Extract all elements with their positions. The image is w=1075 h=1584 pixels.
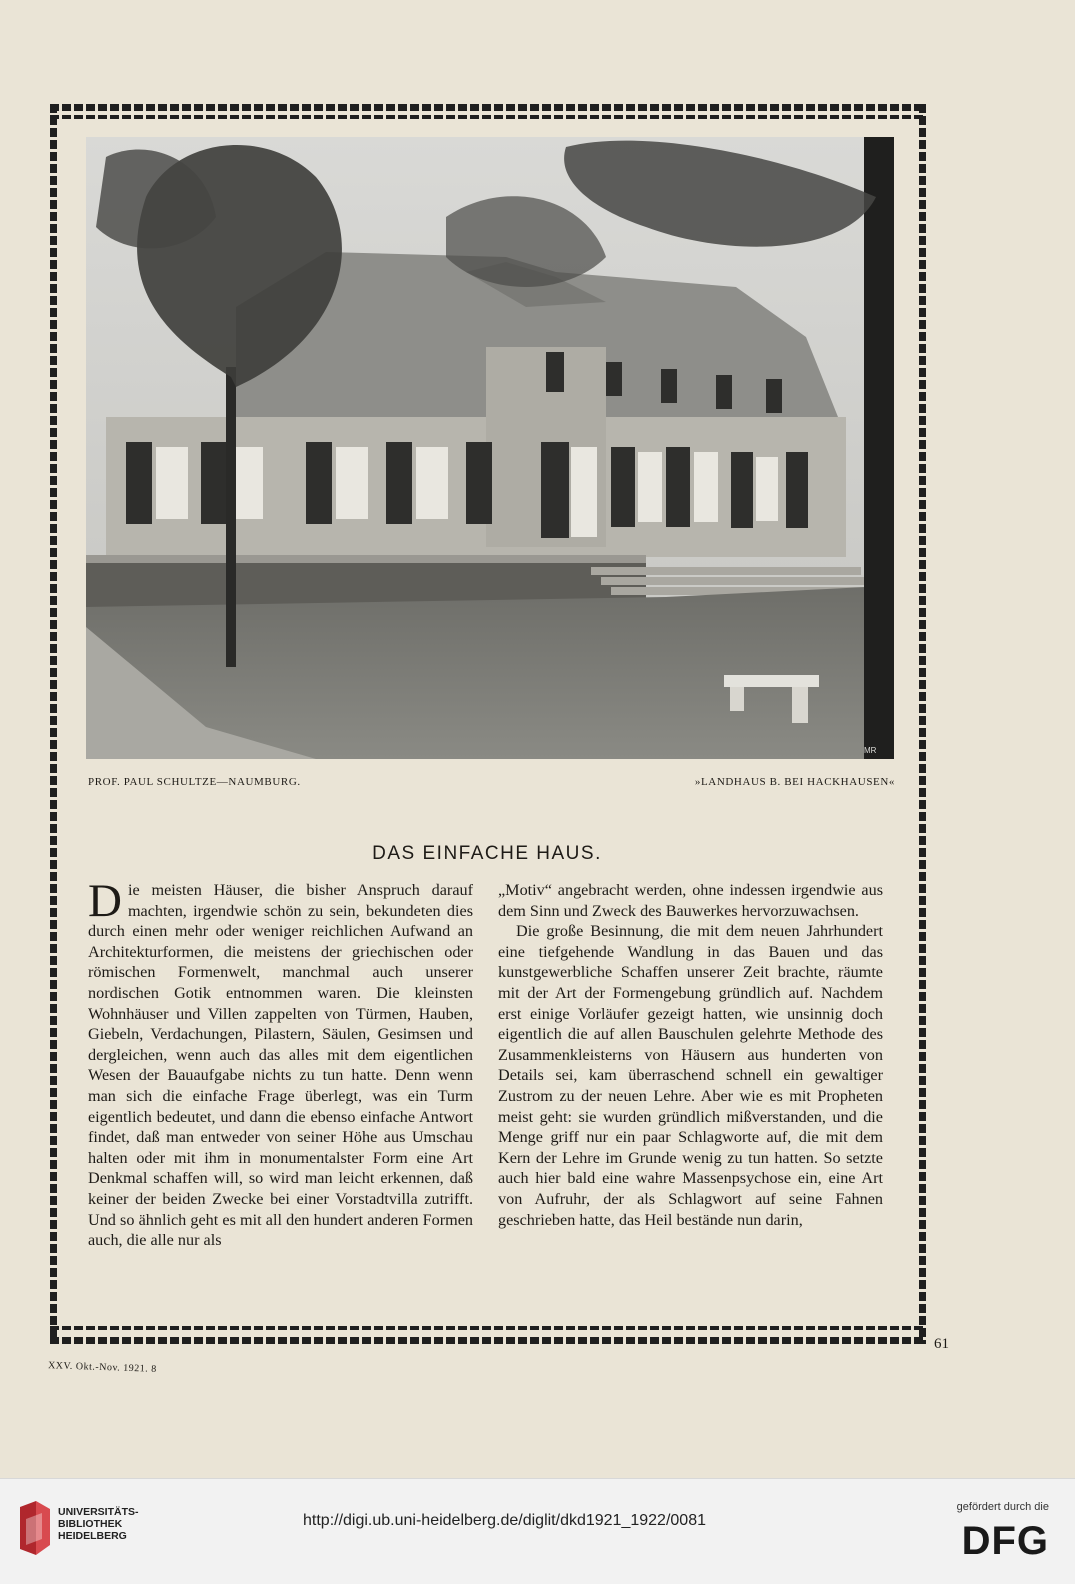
print-signature: XXV. Okt.-Nov. 1921. 8 — [47, 1360, 157, 1375]
digital-library-footer — [0, 1478, 1075, 1584]
frame-left-border — [50, 104, 57, 1344]
dfg-logo[interactable]: DFG — [961, 1519, 1049, 1563]
photo-caption-author: PROF. PAUL SCHULTZE—NAUMBURG. — [88, 776, 301, 788]
page-number: 61 — [934, 1336, 949, 1352]
frame-bottom-border — [50, 1337, 926, 1344]
house-photo-illustration — [86, 137, 894, 759]
photo-signature: MR — [864, 746, 877, 755]
paragraph-text: ie meisten Häuser, die bisher Anspruch darauf machten, irgendwie schön zu sein, bekundeten dies durch einen mehr oder weniger reichlichen Aufwand an Architekturformen, die meistens der griechischen oder römischen Formenwelt, manchmal auch unserer nordischen Gotik entnommen waren. Die kleinsten Wohnhäuser und Villen zappelten von Türmen, Hauben, Giebeln, Verdachungen, Pilastern, Säulen, Gesimsen und dergleichen, wenn auch das alles mit dem eigentlichen Wesen der Bauaufgabe nichts zu tun hatte. Denn wenn man sich die einfache Frage überlegt, was ein Turm eigentlich bedeutet, und dann die ebenso einfache Antwort findet, daß man entweder von seiner Höhe aus Umschau halten oder mit ihm in monumentalster Form eine Art Denkmal schaffen will, so wird man leicht erkennen, daß keiner der beiden Zwecke bei einer Vorstadtvilla zutrifft. Und so ähnlich geht es mit all den hundert anderen Formen auch, die alle nur als — [88, 881, 473, 1250]
frame-right-border — [919, 104, 926, 1344]
drop-cap: D — [88, 875, 122, 927]
library-name-line: UNIVERSITÄTS- — [58, 1506, 139, 1518]
library-name[interactable] — [58, 1506, 139, 1542]
frame-top-border — [50, 104, 926, 111]
library-name-line: HEIDELBERG — [58, 1530, 127, 1542]
funded-by-label: gefördert durch die — [956, 1501, 1049, 1513]
house-photograph — [86, 137, 894, 759]
photo-caption-title: »LANDHAUS B. BEI HACKHAUSEN« — [694, 776, 895, 788]
library-name-line: BIBLIOTHEK — [58, 1518, 123, 1530]
frame-top-border-inner — [50, 115, 926, 119]
article-paragraph: Die große Besinnung, die mit dem neuen Jahrhundert eine tiefgehende Wandlung in das Bauen und das kunstgewerbliche Schaffen unserer Zeit brachte, räumte mit der Art der Formengebung gründlich auf. Nachdem erst einige Vorläufer gezeigt hatten, wie unsinnig doch eigentlich die auf allen Bauschulen gelehrte Methode des Zusammenkleisterns von Häusern aus hunderten von Details sei, kam überraschend schnell ein gewaltiger Zustrom zu der neuen Lehre. Aber wie es mit Propheten meist geht: sie wurden gründlich mißverstanden, und die Menge griff nur ein paar Schlagworte auf, die mit dem Kern der Lehre im Grunde wenig zu tun hatten. So setzte auch hier bald eine wahre Massenpsychose ein, eine Art von Aufruhr, der als Schlagwort auf seine Fahnen geschrieben hatte, das Heil bestände nun darin, — [498, 922, 883, 1229]
frame-bottom-border-inner — [50, 1326, 926, 1330]
permalink-url[interactable]: http://digi.ub.uni-heidelberg.de/diglit/dkd1921_1922/0081 — [303, 1512, 706, 1529]
article-paragraph: „Motiv“ angebracht werden, ohne indessen irgendwie aus dem Sinn und Zweck des Bauwerkes hervorzuwachsen. — [498, 881, 883, 920]
article-paragraph — [88, 875, 473, 1251]
article-title: DAS EINFACHE HAUS. — [372, 843, 602, 864]
article-column-left — [88, 875, 473, 1251]
university-library-logo-icon[interactable] — [16, 1499, 52, 1559]
article-column-right — [498, 880, 883, 1230]
